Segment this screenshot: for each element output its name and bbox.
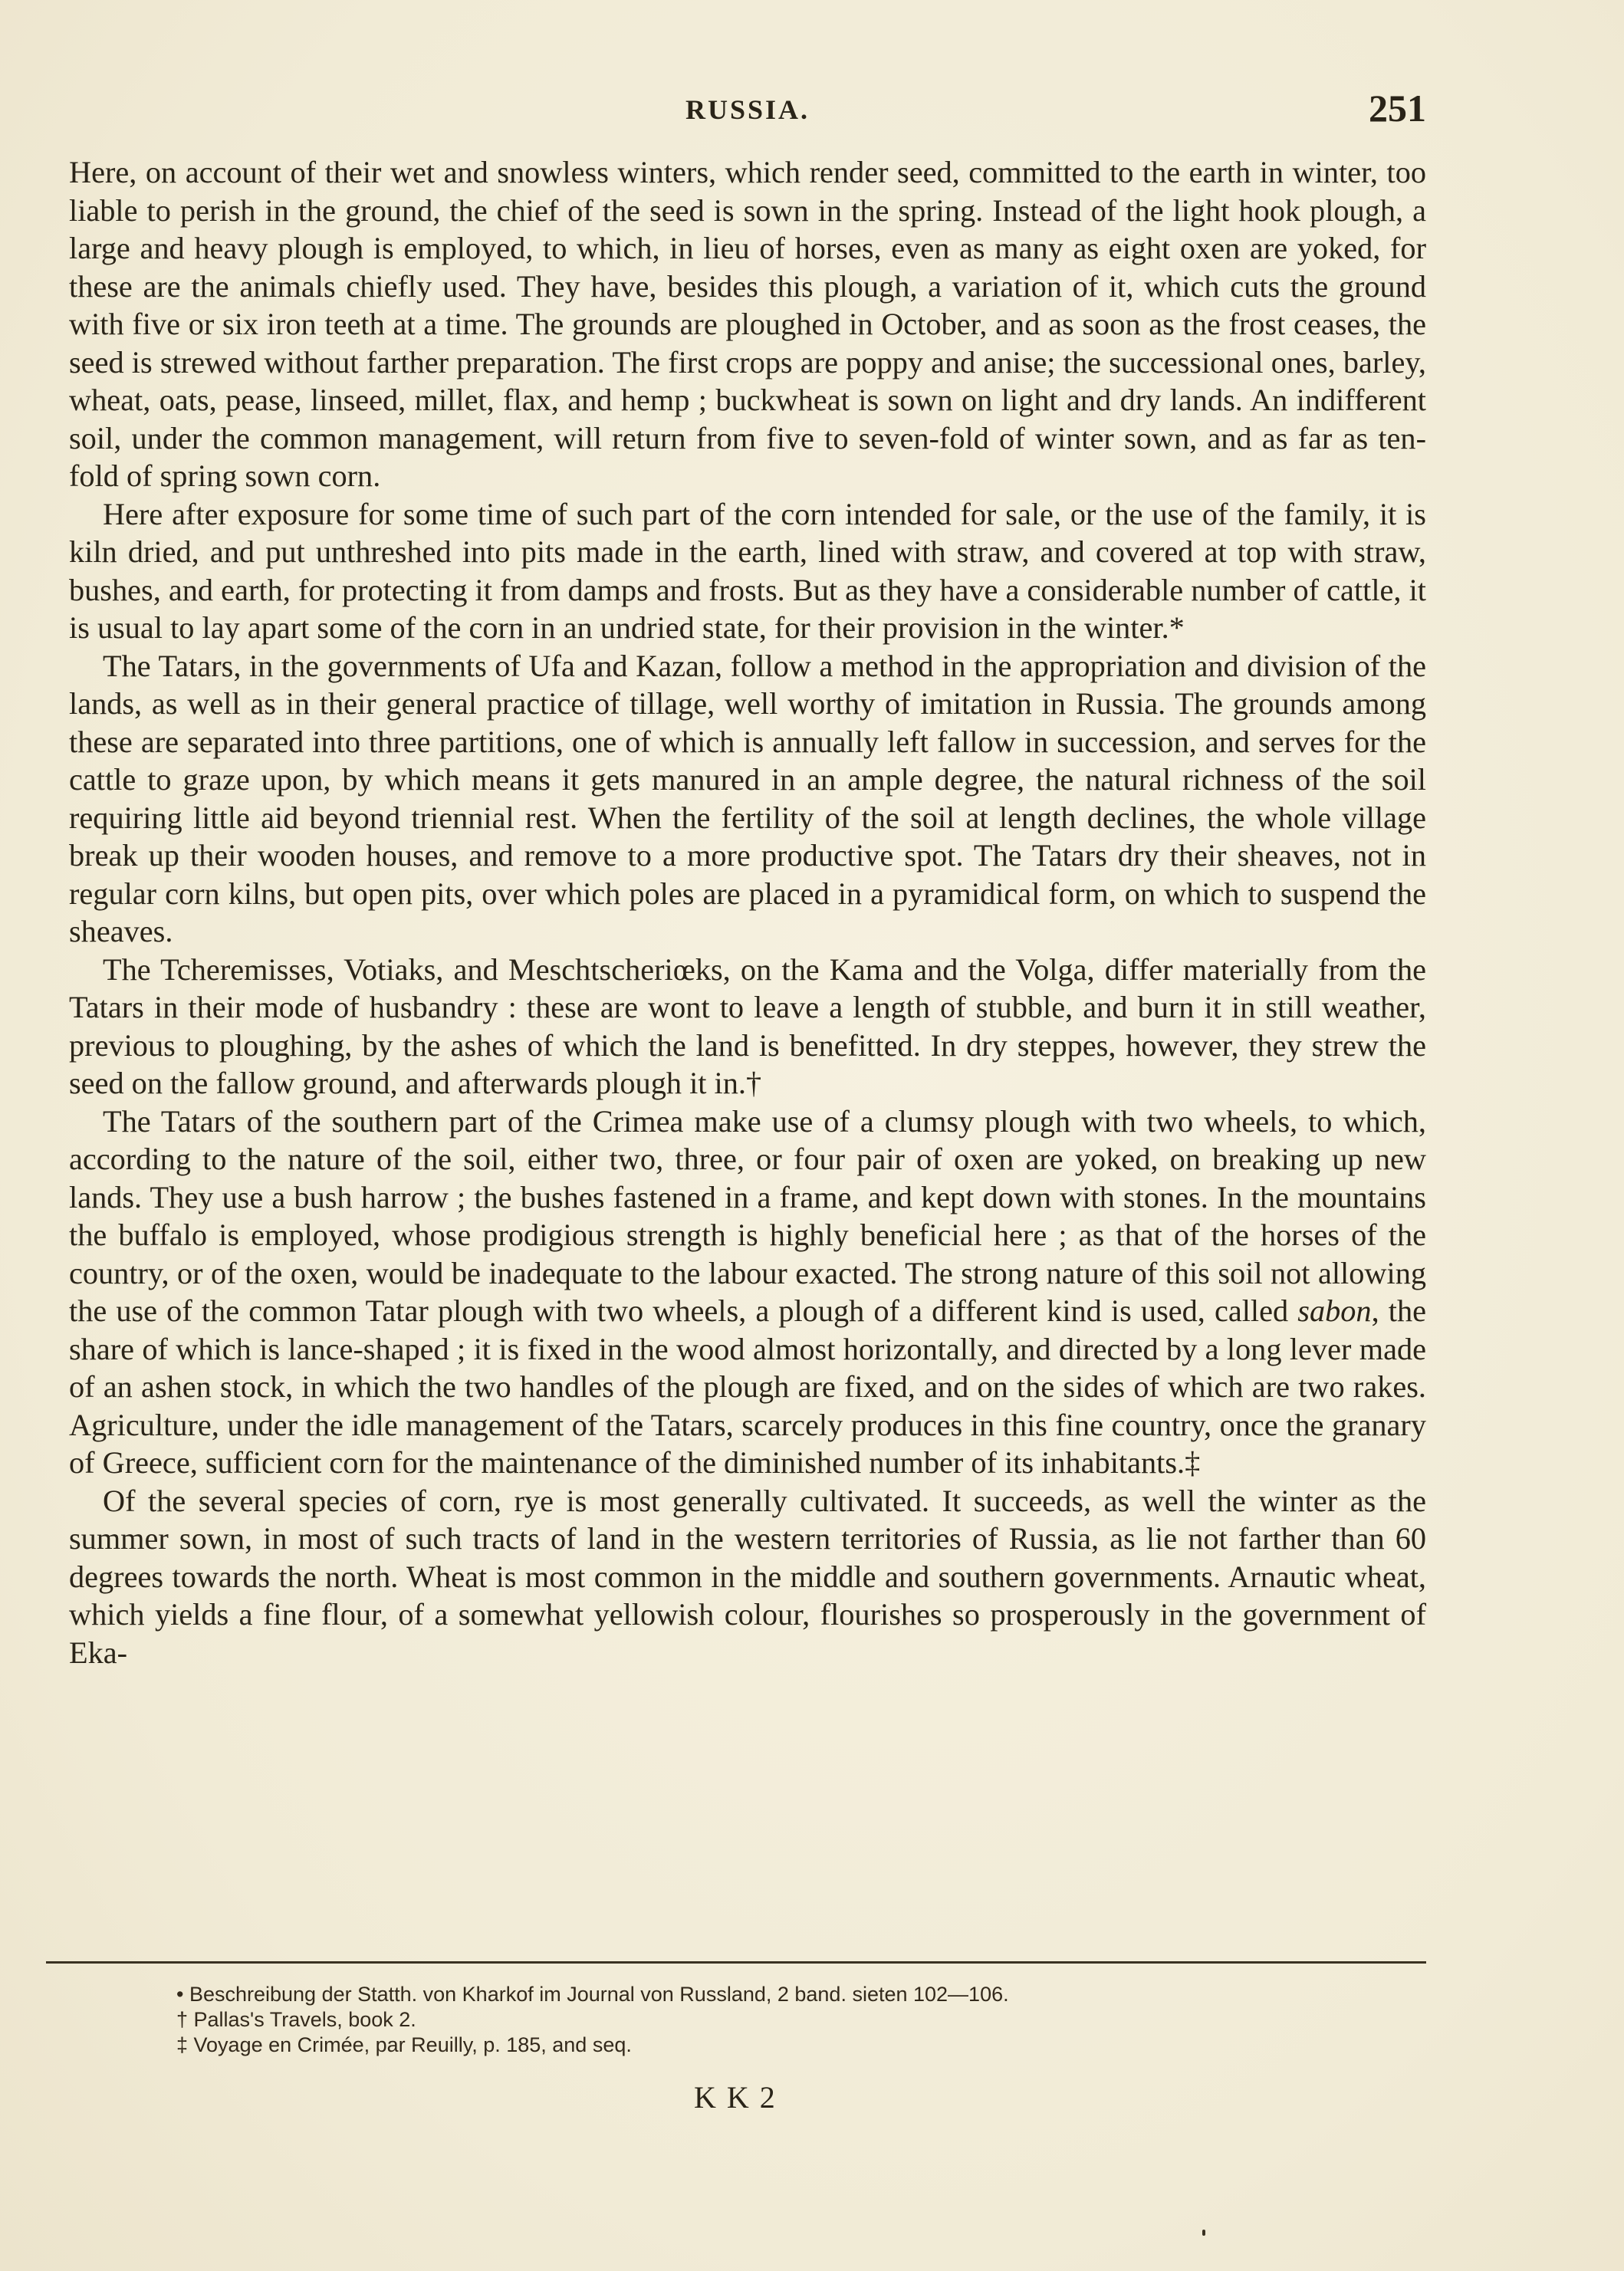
paragraph-2: Here after exposure for some time of such part of the corn intended for sale, or the use of the family, it is kiln dried, and put unthreshed into pits made in the earth, lined with straw, and covered at top with straw, bushes, and earth, for protecting it from damps and frosts. But as they have a considerable number of cattle, it is usual to lay apart some of the corn in an undried state, for their provision in the winter.* [69, 496, 1426, 645]
ink-speck [1202, 2230, 1205, 2236]
footnote-rule [46, 1961, 1426, 1964]
signature-mark: K K 2 [694, 2080, 777, 2115]
paragraph-1: Here, on account of their wet and snowless winters, which render seed, committed to the earth in winter, too liable to perish in the ground, the chief of the seed is sown in the spring. Instead of the light hook plough, a large and heavy plough is employed, to which, in lieu of horses, even as many as eight oxen are yoked, for these are the animals chiefly used. They have, besides this plough, a variation of it, which cuts the ground with five or six iron teeth at a time. The grounds are ploughed in October, and as soon as the frost ceases, the seed is strewed without farther preparation. The first crops are poppy and anise; the successional ones, barley, wheat, oats, pease, linseed, millet, flax, and hemp ; buckwheat is sown on light and dry lands. An indifferent soil, under the common management, will return from five to seven-fold of winter sown, and as far as ten-fold of spring sown corn. [69, 155, 1426, 493]
footnote-1: • Beschreibung der Statth. von Kharkof im Journal von Russland, 2 band. sieten 102—106. [176, 1983, 1009, 2006]
paragraph-5: The Tatars of the southern part of the Crimea make use of a clumsy plough with two wheels, to which, according to the nature of the soil, either two, three, or four pair of oxen are yoked, on breaking up new lands. They use a bush harrow ; the bushes fastened in a frame, and kept down with stones. In the mountains the buffalo is employed, whose prodigious strength is highly beneficial here ; as that of the horses of the country, or of the oxen, would be inadequate to the labour exacted. The strong nature of this soil not allowing the use of the common Tatar plough with two wheels, a plough of a different kind is used, called sabon, the share of which is lance-shaped ; it is fixed in the wood almost horizontally, and directed by a long lever made of an ashen stock, in which the two handles of the plough are fixed, and on the sides of which are two rakes. Agriculture, under the idle management of the Tatars, scarcely produces in this fine country, once the granary of Greece, sufficient corn for the maintenance of the diminished number of its inhabitants.‡ [69, 1103, 1426, 1480]
footnote-2: † Pallas's Travels, book 2. [176, 2008, 416, 2031]
body-text [69, 153, 1426, 1671]
running-head [69, 86, 1426, 132]
paragraph-3: The Tatars, in the governments of Ufa and Kazan, follow a method in the appropriation and division of the lands, as well as in their general practice of tillage, well worthy of imitation in Russia. The grounds among these are separated into three partitions, one of which is annually left fallow in succession, and serves for the cattle to graze upon, by which means it gets manured in an ample degree, the natural richness of the soil requiring little aid beyond triennial rest. When the fertility of the soil at length declines, the whole village break up their wooden houses, and remove to a more productive spot. The Tatars dry their sheaves, not in regular corn kilns, but open pits, over which poles are placed in a pyramidical form, on which to suspend the sheaves. [69, 648, 1426, 948]
footnotes [176, 1982, 1326, 2058]
paragraph-4: The Tcheremisses, Votiaks, and Meschtscheriœks, on the Kama and the Volga, differ materially from the Tatars in their mode of husbandry : these are wont to leave a length of stubble, and burn it in still weather, previous to ploughing, by the ashes of which the land is benefitted. In dry steppes, however, they strew the seed on the fallow ground, and afterwards plough it in.† [69, 951, 1426, 1100]
paragraph-6: Of the several species of corn, rye is most generally cultivated. It succeeds, as well the winter as the summer sown, in most of such tracts of land in the western territories of Russia, as lie not farther than 60 degrees towards the north. Wheat is most common in the middle and southern governments. Arnautic wheat, which yields a fine flour, of a somewhat yellowish colour, flourishes so prosperously in the government of Eka- [69, 1483, 1426, 1670]
running-title: RUSSIA. [685, 94, 810, 125]
page-number: 251 [1369, 87, 1426, 130]
italic-term: sabon [1297, 1293, 1372, 1328]
footnote-3: ‡ Voyage en Crimée, par Reuilly, p. 185, and seq. [176, 2033, 632, 2056]
